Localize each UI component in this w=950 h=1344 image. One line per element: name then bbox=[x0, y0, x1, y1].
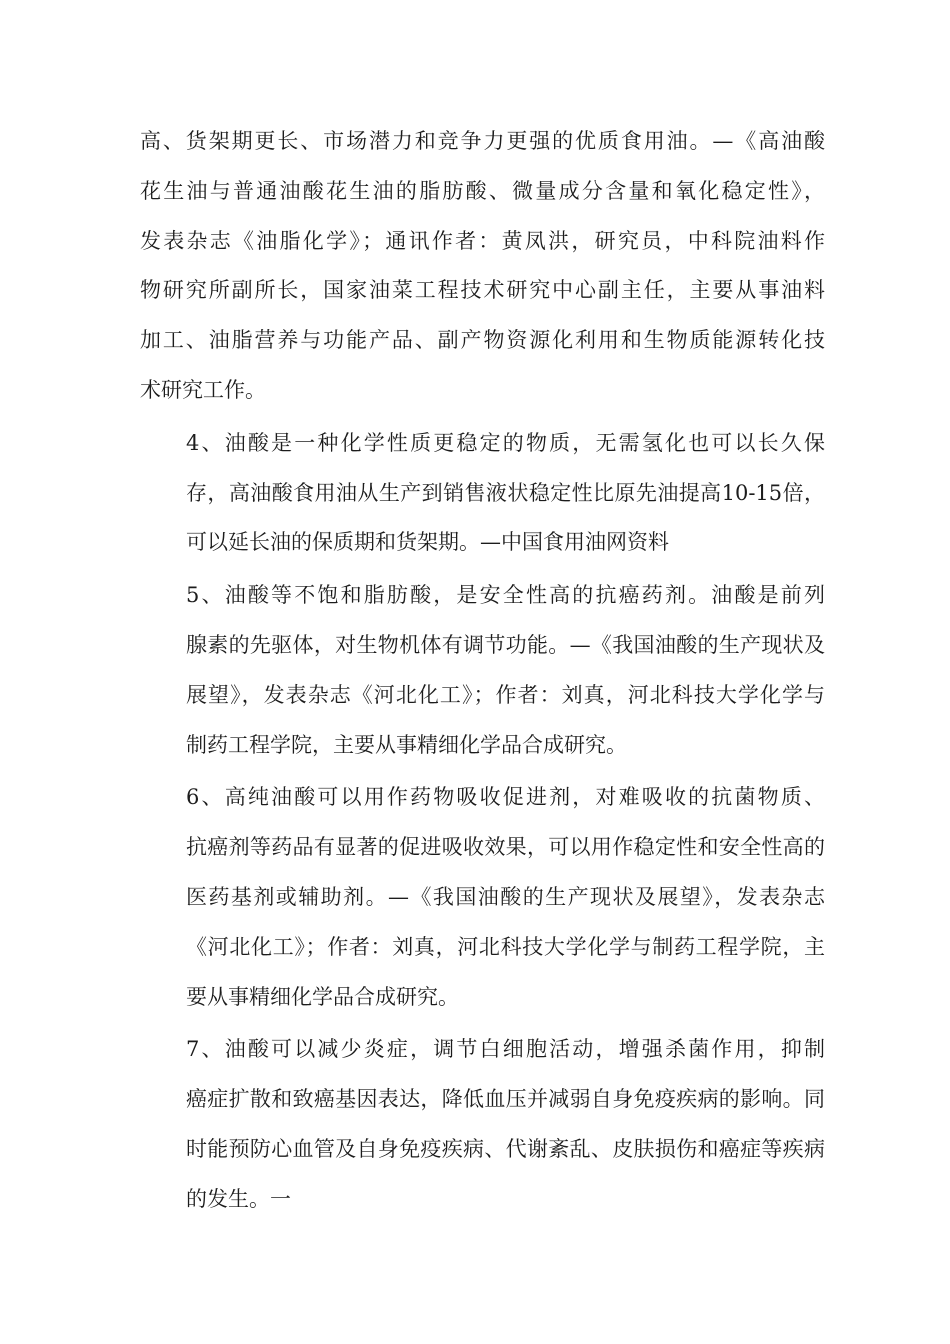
text-line: 7、油酸可以减少炎症，调节白细胞活动，增强杀菌作用，抑制 bbox=[186, 1037, 825, 1062]
text-line: 的发生。一 bbox=[186, 1186, 291, 1211]
text-line: 高、货架期更长、市场潜力和竞争力更强的优质食用油。—《高油酸 bbox=[140, 129, 825, 153]
text-line: 物研究所副所长，国家油菜工程技术研究中心副主任，主要从事油料 bbox=[140, 278, 825, 303]
text-line: 癌症扩散和致癌基因表达，降低血压并减弱自身免疫疾病的影响。同 bbox=[186, 1087, 825, 1112]
text-line: 存，高油酸食用油从生产到销售液状稳定性比原先油提高10-15倍， bbox=[186, 480, 825, 505]
text-line: 可以延长油的保质期和货架期。—中国食用油网资料 bbox=[186, 530, 669, 555]
text-line: 发表杂志《油脂化学》；通讯作者：黄凤洪，研究员，中科院油料作 bbox=[140, 228, 825, 253]
paragraph-item-7 bbox=[140, 1025, 825, 1224]
text-line: 时能预防心血管及自身免疫疾病、代谢紊乱、皮肤损伤和癌症等疾病 bbox=[186, 1136, 825, 1161]
document-body bbox=[140, 117, 825, 1228]
text-line: 《河北化工》；作者：刘真，河北科技大学化学与制药工程学院，主 bbox=[186, 934, 825, 959]
paragraph-item-4 bbox=[140, 419, 825, 568]
text-line: 4、油酸是一种化学性质更稳定的物质，无需氢化也可以长久保 bbox=[186, 430, 825, 455]
paragraph-item-6 bbox=[140, 773, 825, 1022]
text-line: 腺素的先驱体，对生物机体有调节功能。—《我国油酸的生产现状及 bbox=[186, 632, 825, 657]
text-line: 展望》，发表杂志《河北化工》；作者：刘真，河北科技大学化学与 bbox=[186, 682, 825, 707]
text-line: 花生油与普通油酸花生油的脂肪酸、微量成分含量和氧化稳定性》， bbox=[140, 178, 825, 203]
text-line: 医药基剂或辅助剂。—《我国油酸的生产现状及展望》，发表杂志 bbox=[186, 884, 825, 909]
text-line: 抗癌剂等药品有显著的促进吸收效果，可以用作稳定性和安全性高的 bbox=[186, 835, 825, 860]
text-line: 术研究工作。 bbox=[140, 377, 266, 402]
text-line: 5、油酸等不饱和脂肪酸，是安全性高的抗癌药剂。油酸是前列 bbox=[186, 583, 825, 608]
paragraph-item-5 bbox=[140, 571, 825, 770]
paragraph-continuation bbox=[140, 117, 825, 416]
text-line: 6、高纯油酸可以用作药物吸收促进剂，对难吸收的抗菌物质、 bbox=[186, 785, 825, 810]
text-line: 制药工程学院，主要从事精细化学品合成研究。 bbox=[186, 732, 627, 757]
text-line: 要从事精细化学品合成研究。 bbox=[186, 984, 459, 1009]
text-line: 加工、油脂营养与功能产品、副产物资源化利用和生物质能源转化技 bbox=[140, 328, 825, 353]
